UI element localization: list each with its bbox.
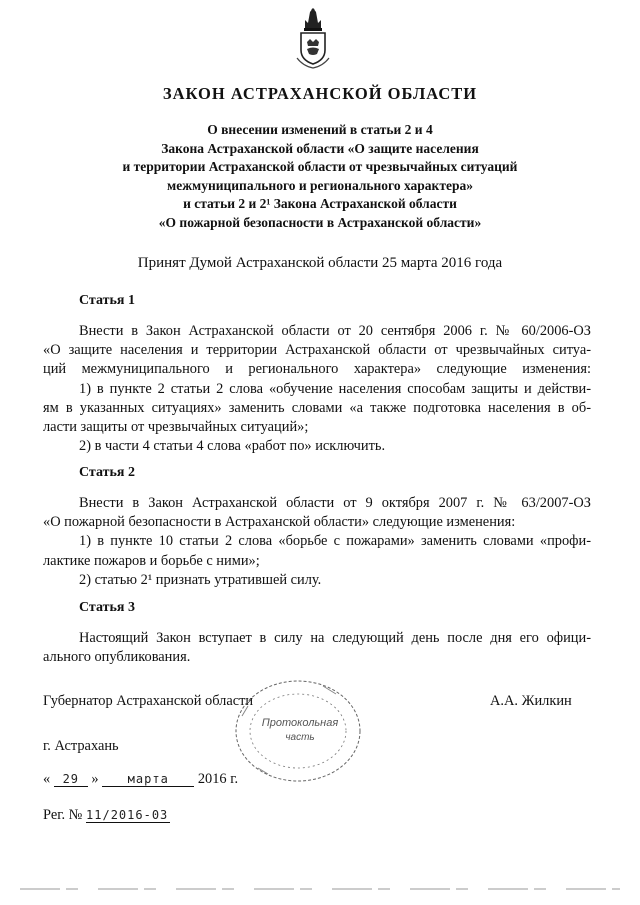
article-1-line: «О защите населения и территории Астраханской области от чрезвычайных ситуа- [43,342,591,359]
official-seal-stamp [228,676,368,786]
place-of-signing: г. Астрахань [43,738,119,754]
article-1-line: ласти защиты от чрезвычайных ситуаций»; [43,419,309,436]
scan-artifact-line [20,886,620,892]
article-1-line: ций межмуниципального и регионального характера» следующие изменения: [43,361,591,378]
article-2-line: Внести в Закон Астраханской области от 9 октября 2007 г. № 63/2007-ОЗ [79,495,591,511]
article-1-line: Внести в Закон Астраханской области от 20 сентября 2006 г. № 60/2006-ОЗ [79,323,591,339]
date-close-quote: » [91,771,99,787]
subtitle-line: О внесении изменений в статьи 2 и 4 [207,122,433,137]
article-3-line: Настоящий Закон вступает в силу на следующий день после дня его офици- [79,630,591,646]
svg-text:Протокольная: Протокольная [261,717,339,729]
signing-date [43,771,238,788]
subtitle-line: Закона Астраханской области «О защите населения [161,140,479,156]
registration-label: Рег. № [43,807,83,823]
subtitle-line: межмуниципального и регионального характера» [167,177,473,193]
subtitle-line: и статьи 2 и 2¹ Закона Астраханской области [183,196,457,212]
article-2-line: 1) в пункте 10 статьи 2 слова «борьбе с пожарами» заменить словами «профи- [79,533,591,550]
date-day: 29 [54,772,88,787]
article-2-heading: Статья 2 [79,465,135,480]
subtitle-line: и территории Астраханской области от чрезвычайных ситуаций [122,159,518,175]
article-3-heading: Статья 3 [79,600,135,615]
svg-text:часть: часть [285,732,315,743]
coat-of-arms-emblem [293,6,333,70]
article-3-line: ального опубликования. [43,649,191,666]
article-1-line: ям в указанных ситуациях» заменить словами «а также подготовка населения в об- [43,399,591,416]
signatory-position: Губернатор Астраханской области [43,693,254,709]
adoption-statement: Принят Думой Астраханской области 25 марта 2016 года [137,255,503,271]
article-1-line: 2) в части 4 статьи 4 слова «работ по» исключить. [79,438,386,455]
signatory-name: А.А. Жилкин [490,693,572,709]
article-2-line: лактике пожаров и борьбе с ними»; [43,552,260,569]
date-year: 2016 г. [197,771,239,787]
article-1-heading: Статья 1 [79,293,135,308]
date-month: марта [102,772,194,787]
subtitle-line: «О пожарной безопасности в Астраханской области» [158,214,482,230]
date-open-quote: « [43,771,51,787]
document-subtitle [0,121,640,233]
article-2-body [43,494,591,590]
article-1-body [43,322,591,456]
registration-value: 11/2016-03 [86,808,169,822]
article-2-line: 2) статью 2¹ признать утратившей силу. [79,571,322,588]
article-1-line: 1) в пункте 2 статьи 2 слова «обучение населения способам защиты и действи- [79,380,591,397]
article-2-line: «О пожарной безопасности в Астраханской области» следующие изменения: [43,514,516,531]
document-title: ЗАКОН АСТРАХАНСКОЙ ОБЛАСТИ [162,84,478,103]
article-3-body [43,629,591,667]
registration-number [43,807,170,824]
